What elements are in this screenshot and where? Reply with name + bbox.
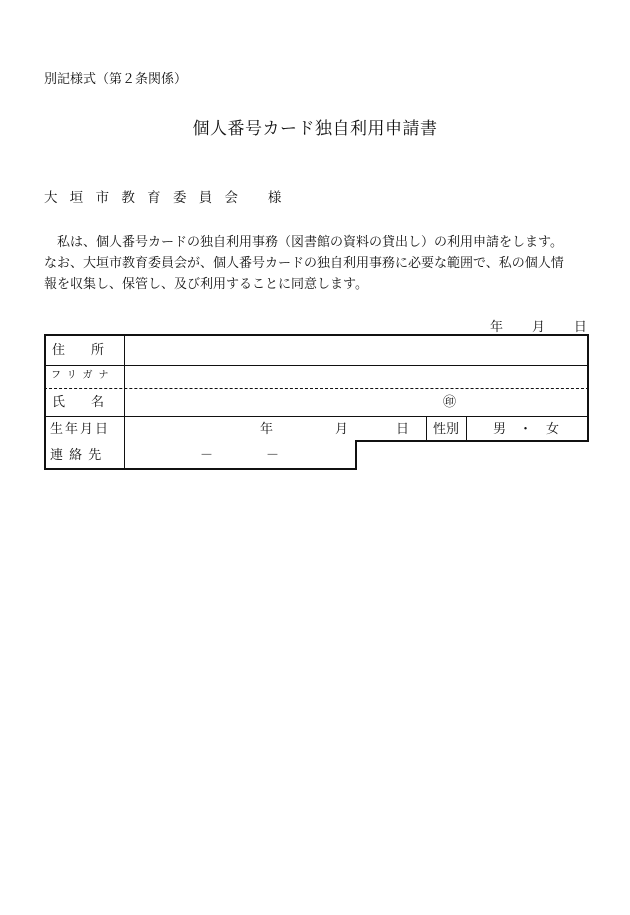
furigana-field[interactable] bbox=[126, 366, 586, 387]
form-frame-left bbox=[44, 334, 46, 470]
form-frame-bottom-left bbox=[44, 468, 357, 470]
contact-dash-1: － bbox=[200, 448, 214, 463]
contact-field[interactable] bbox=[126, 442, 354, 467]
contact-label: 連 絡 先 bbox=[50, 448, 103, 463]
gender-male-option[interactable]: 男 bbox=[493, 422, 507, 437]
application-form-table bbox=[44, 334, 589, 470]
gender-label-divider-left bbox=[426, 416, 427, 441]
statement-line-1: 私は、個人番号カードの独自利用事務（図書館の資料の貸出し）の利用申請をします。 bbox=[44, 235, 563, 250]
gender-label: 性別 bbox=[433, 422, 460, 437]
form-frame-bottom-right bbox=[355, 440, 589, 442]
gender-female-option[interactable]: 女 bbox=[546, 422, 560, 437]
application-date bbox=[490, 316, 587, 335]
address-label: 住 所 bbox=[52, 343, 105, 358]
form-frame-contact-right bbox=[355, 440, 357, 470]
gender-separator: ・ bbox=[519, 422, 533, 437]
birthdate-field[interactable] bbox=[126, 417, 425, 440]
gender-label-divider-right bbox=[466, 416, 467, 441]
date-month-label: 月 bbox=[531, 320, 545, 335]
name-label: 氏 名 bbox=[52, 395, 105, 410]
contact-dash-2: － bbox=[266, 448, 280, 463]
label-column-divider bbox=[124, 334, 125, 470]
statement-line-3: 報を収集し、保管し、及び利用することに同意します。 bbox=[44, 277, 368, 292]
birth-day-label: 日 bbox=[396, 422, 410, 437]
furigana-label: フリガナ bbox=[51, 370, 115, 381]
page-title: 個人番号カード独自利用申請書 bbox=[192, 119, 438, 139]
seal-mark: ㊞ bbox=[443, 395, 457, 410]
birth-month-label: 月 bbox=[335, 422, 349, 437]
date-day-label: 日 bbox=[573, 320, 587, 335]
consent-statement bbox=[44, 232, 596, 295]
form-note: 別記様式（第２条関係） bbox=[44, 72, 188, 87]
statement-line-2: なお、大垣市教育委員会が、個人番号カードの独自利用事務に必要な範囲で、私の個人情 bbox=[44, 256, 564, 271]
address-field[interactable] bbox=[126, 336, 586, 364]
addressee: 大 垣 市 教 育 委 員 会 様 bbox=[44, 190, 286, 206]
date-year-label: 年 bbox=[490, 320, 504, 335]
name-field[interactable] bbox=[126, 389, 586, 415]
birth-year-label: 年 bbox=[260, 422, 274, 437]
birthdate-label: 生年月日 bbox=[50, 422, 111, 437]
